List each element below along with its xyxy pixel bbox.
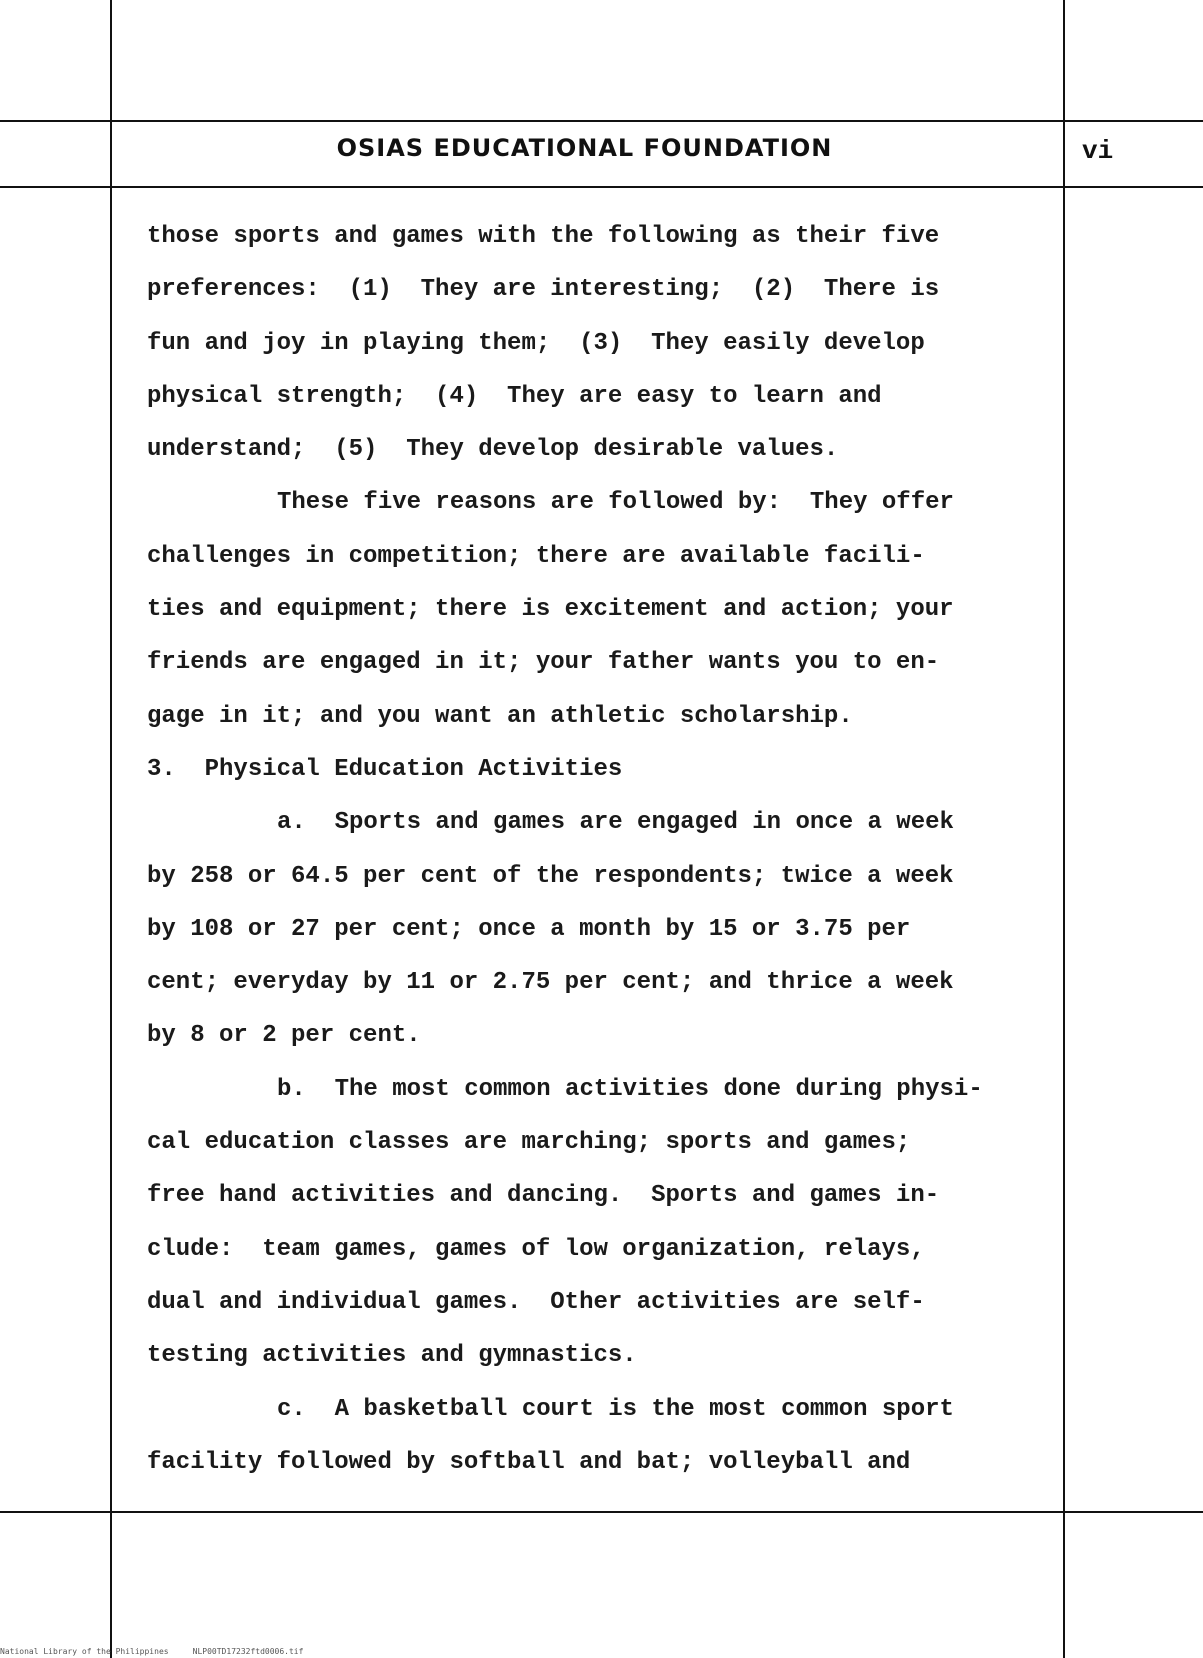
header-bottom-rule <box>0 186 1203 188</box>
text-line: clude: team games, games of low organization, relays, <box>147 1235 925 1263</box>
section-heading: 3. Physical Education Activities <box>147 755 623 783</box>
text-line: understand; (5) They develop desirable values. <box>147 436 839 464</box>
text-line: physical strength; (4) They are easy to learn and <box>147 382 882 410</box>
text-line: friends are engaged in it; your father wants you to en- <box>147 649 940 677</box>
text-line: free hand activities and dancing. Sports and games in- <box>147 1182 940 1210</box>
page-number: vi <box>1082 136 1114 166</box>
text-line: cent; everyday by 11 or 2.75 per cent; and thrice a week <box>147 969 954 997</box>
text-line: a. Sports and games are engaged in once a week <box>277 809 954 837</box>
header-title: OSIAS EDUCATIONAL FOUNDATION <box>336 134 833 162</box>
text-line: by 108 or 27 per cent; once a month by 15 or 3.75 per <box>147 915 911 943</box>
text-line: fun and joy in playing them; (3) They easily develop <box>147 329 925 357</box>
text-line: b. The most common activities done during physi- <box>277 1075 983 1103</box>
text-line: those sports and games with the following as their five <box>147 223 940 250</box>
text-line: cal education classes are marching; sports and games; <box>147 1129 911 1157</box>
text-line: facility followed by softball and bat; volleyball and <box>147 1448 911 1476</box>
text-line: by 8 or 2 per cent. <box>147 1022 421 1050</box>
text-line: testing activities and gymnastics. <box>147 1342 637 1370</box>
text-line: by 258 or 64.5 per cent of the respondents; twice a week <box>147 862 954 890</box>
page-body <box>147 210 1067 1489</box>
text-line: ties and equipment; there is excitement and action; your <box>147 596 954 624</box>
scan-credit: National Library of the Philippines NLP00TD17232ftd0006.tif <box>0 1647 304 1656</box>
footer-rule <box>0 1511 1203 1513</box>
text-line: gage in it; and you want an athletic scholarship. <box>147 702 853 730</box>
text-line: These five reasons are followed by: They offer <box>277 489 954 517</box>
left-margin-rule <box>110 0 112 1658</box>
text-line: challenges in competition; there are available facili- <box>147 542 925 570</box>
text-line: c. A basketball court is the most common sport <box>277 1395 954 1423</box>
header-top-rule <box>0 120 1203 122</box>
text-line: preferences: (1) They are interesting; (2) There is <box>147 276 940 304</box>
text-line: dual and individual games. Other activities are self- <box>147 1288 925 1316</box>
